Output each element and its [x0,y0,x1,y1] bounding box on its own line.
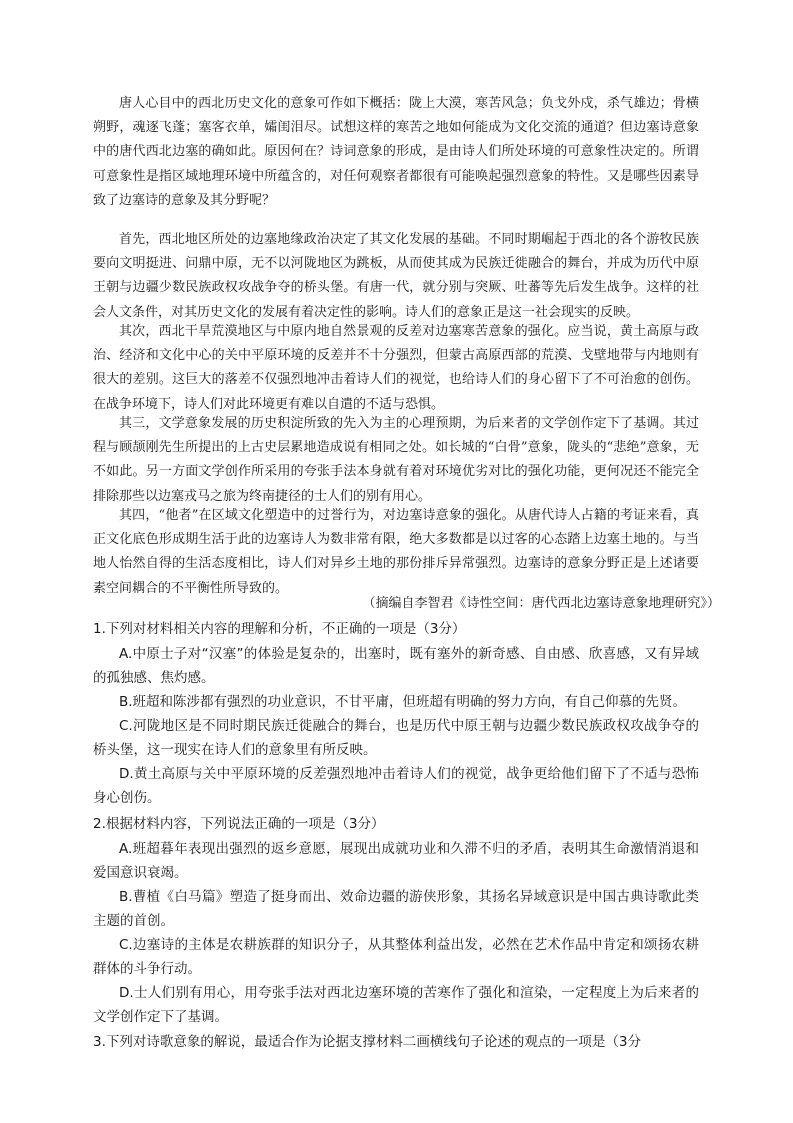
question-3-stem: 3.下列对诗歌意象的解说，最适合作为论据支撑材料二画横线句子论述的观点的一项是（3分 [93,1034,641,1050]
passage-paragraph-3: 其次，西北干旱荒漠地区与中原内地自然景观的反差对边塞寒苦意象的强化。应当说，黄土高原与政治、经济和文化中心的关中平原环境的反差并不十分强烈，但蒙古高原西部的荒漠、戈壁地带与内地则有很大的差别。这巨大的落差不仅强烈地冲击着诗人们的视觉，也给诗人们的身心留下了不可治愈的创伤。在战争环境下，诗人们对此环境更有难以自遣的不适与恐惧。 [93,324,699,412]
question-2-option-c: C.边塞诗的主体是农耕族群的知识分子，从其整体利益出发，必然在艺术作品中肯定和颂扬农耕群体的斗争行动。 [93,937,699,978]
passage-paragraph-1: 唐人心目中的西北历史文化的意象可作如下概括：陇上大漠，寒苦风急；负戈外戍，杀气雄边；骨横朔野，魂逐飞蓬；塞客衣单，孀闺泪尽。试想这样的寒苦之地如何能成为文化交流的通道？但边塞诗意象中的唐代西北边塞的确如此。原因何在？诗词意象的形成，是由诗人们所处环境的可意象性决定的。所谓可意象性是指区域地理环境中所蕴含的，对任何观察者都很有可能唤起强烈意象的特性。又是哪些因素导致了边塞诗的意象及其分野呢？ [93,96,699,208]
passage-paragraph-5: 其四，“他者”在区域文化塑造中的过誉行为，对边塞诗意象的强化。从唐代诗人占籍的考证来看，真正文化底色形成期生活于此的边塞诗人为数非常有限，绝大多数都是以过客的心态踏上边塞土地的。与当地人怡然自得的生活态度相比，诗人们对异乡土地的那份排斥异常强烈。边塞诗的意象分野正是上述诸要素空间耦合的不平衡性所导致的。 [93,508,699,596]
passage-source: （摘编自李智君《诗性空间：唐代西北边塞诗意象地理研究》） [362,596,720,611]
question-2-option-a: A.班超暮年表现出强烈的返乡意愿，展现出成就功业和久滞不归的矛盾，表明其生命激情消退和爱国意识衰竭。 [93,841,699,882]
passage-paragraph-4: 其三，文学意象发展的历史积淀所致的先入为主的心理预期，为后来者的文学创作定下了基调。其过程与顾颉刚先生所提出的上古史层累地造成说有相同之处。如长城的“白骨”意象，陇头的“悲绝”意象，无不如此。另一方面文学创作所采用的夸张手法本身就有着对环境优劣对比的强化功能，更何况还不能完全排除那些以边塞戎马之旅为终南捷径的士人们的别有用心。 [93,416,699,504]
question-2-option-d: D.士人们别有用心，用夸张手法对西北边塞环境的苦寒作了强化和渲染，一定程度上为后来者的文学创作定下了基调。 [93,985,699,1026]
question-2-option-b: B.曹植《白马篇》塑造了挺身而出、效命边疆的游侠形象，其扬名异域意识是中国古典诗歌此类主题的首创。 [93,889,699,930]
passage-paragraph-2: 首先，西北地区所处的边塞地缘政治决定了其文化发展的基础。不同时期崛起于西北的各个游牧民族要向文明挺进、问鼎中原，无不以河陇地区为跳板，从而使其成为民族迁徙融合的舞台，并成为历代中原王朝与边疆少数民族政权攻战争夺的桥头堡。有唐一代，就分别与突厥、吐蕃等先后发生战争。这样的社会人文条件，对其历史文化的发展有着决定性的影响。诗人们的意象正是这一社会现实的反映。 [93,232,699,320]
question-1-option-b: B.班超和陈涉都有强烈的功业意识，不甘平庸，但班超有明确的努力方向，有自己仰慕的先贤。 [119,694,687,710]
question-1-stem: 1.下列对材料相关内容的理解和分析，不正确的一项是（3分） [93,621,466,637]
question-1-option-c: C.河陇地区是不同时期民族迁徙融合的舞台，也是历代中原王朝与边疆少数民族政权攻战争夺的桥头堡，这一现实在诗人们的意象里有所反映。 [93,718,699,759]
question-2-stem: 2.根据材料内容，下列说法正确的一项是（3分） [93,816,385,832]
question-1-option-a: A.中原士子对“汉塞”的体验是复杂的，出塞时，既有塞外的新奇感、自由感、欣喜感，又有异域的孤独感、焦灼感。 [93,646,699,687]
question-1-option-d: D.黄土高原与关中平原环境的反差强烈地冲击着诗人们的视觉，战争更给他们留下了不适与恐怖身心创伤。 [93,766,699,807]
